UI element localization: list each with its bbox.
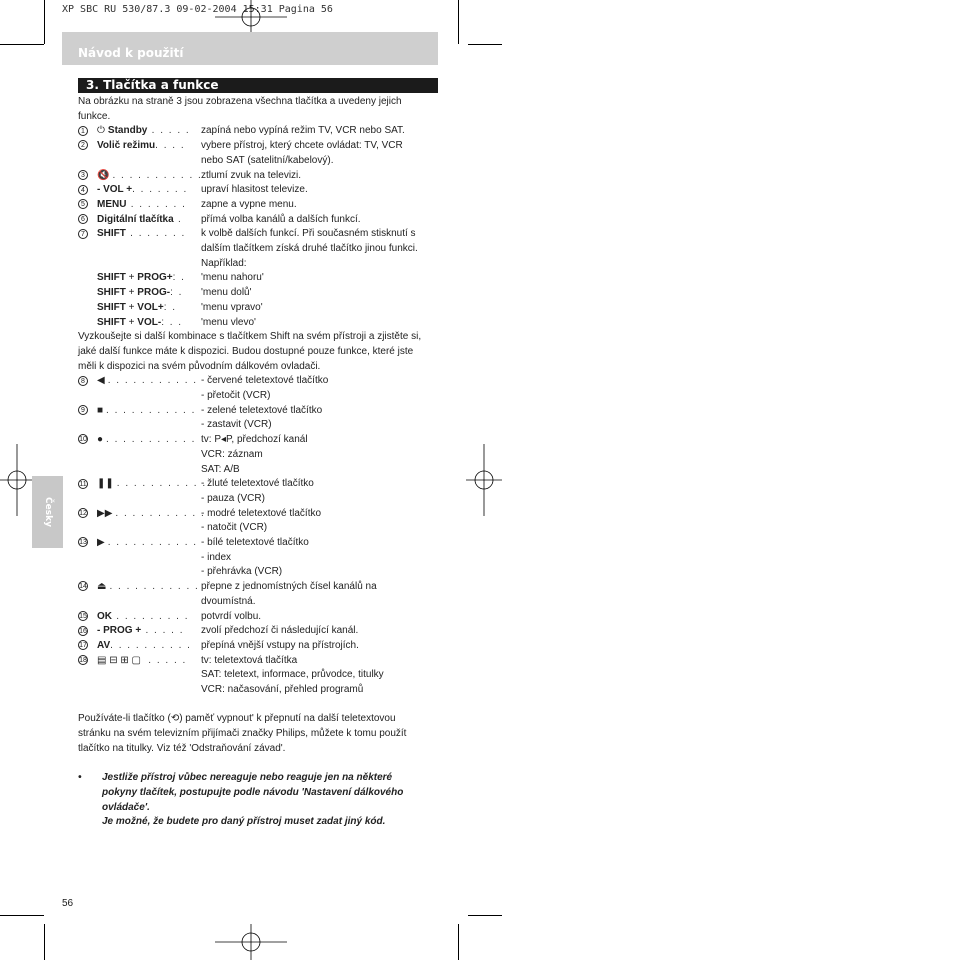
shift-combo [97, 271, 185, 286]
item-number [78, 183, 88, 198]
item-label [97, 639, 191, 654]
printer-slug: XP SBC RU 530/87.3 09-02-2004 15:31 Pagina 56 [62, 4, 333, 15]
item-description: dalším tlačítkem získá druhé tlačítko jinou funkci. [201, 243, 418, 254]
item-number [78, 198, 88, 213]
leader-dots: . . . . [155, 140, 186, 152]
item-number [78, 139, 88, 154]
memory-paragraph: Používáte-li tlačítko (⟲) paměť vypnout' k přepnutí na další teletextovou [78, 713, 396, 725]
button-name: - VOL + [97, 184, 133, 196]
intro-text: funkce. [78, 110, 111, 122]
crop-mark [458, 0, 459, 44]
item-description: zvolí předchozí či následující kanál. [201, 625, 359, 637]
item-description: - přehrávka (VCR) [201, 566, 283, 578]
item-number [78, 124, 88, 139]
item-description: - pauza (VCR) [201, 492, 265, 504]
item-description: vybere přístroj, který chcete ovládat: TV, VCR [201, 140, 403, 152]
combo-key: PROG- [137, 287, 171, 299]
combination-hint: Vyzkoušejte si další kombinace s tlačítkem Shift na svém přístroji a zjistěte si, [78, 331, 422, 343]
plus-sign: + [125, 272, 138, 284]
item-number [78, 404, 88, 419]
item-number-badge: 14 [79, 583, 87, 591]
item-number-badge: 5 [78, 199, 88, 209]
registration-mark-top [215, 0, 287, 36]
item-label [97, 507, 205, 522]
item-description: - natočit (VCR) [201, 522, 268, 534]
item-number-badge: 3 [78, 170, 88, 180]
item-number [78, 433, 88, 448]
item-label [97, 198, 186, 213]
leader-dots: . . . . . . . . . . . [112, 169, 203, 181]
button-name: Digitální tlačítka [97, 213, 174, 225]
item-number [78, 213, 88, 228]
button-icon: ▶▶ [97, 507, 113, 519]
crop-mark [0, 915, 44, 916]
item-description: upraví hlasitost televize. [201, 184, 308, 196]
note-text: Jestliže přístroj vůbec nereaguje nebo reaguje jen na některé [102, 772, 393, 784]
item-description: zapíná nebo vypíná režim TV, VCR nebo SAT. [201, 125, 405, 137]
leader-dots: . . . . . . . . . . . [109, 581, 200, 593]
shift-key: SHIFT [97, 272, 126, 284]
button-icon: ■ [97, 404, 104, 416]
item-description: přepíná vnější vstupy na přístrojích. [201, 639, 359, 651]
item-description: - bílé teletextové tlačítko [201, 537, 309, 548]
item-label [97, 124, 190, 139]
item-description: zapne a vypne menu. [201, 198, 297, 210]
note-text: pokyny tlačítek, postupujte podle návodu 'Nastavení dálkového [102, 786, 404, 798]
item-number [78, 536, 88, 551]
item-number [78, 507, 88, 522]
item-number-badge: 9 [78, 405, 88, 415]
memory-paragraph: tlačítko na titulky. Viz též 'Odstraňování závad'. [78, 742, 286, 754]
item-label [97, 183, 188, 198]
item-label [97, 169, 202, 184]
header-title: Návod k použití [78, 46, 184, 60]
item-number-badge: 8 [78, 376, 88, 386]
intro-text: Na obrázku na straně 3 jsou zobrazena všechna tlačítka a uvedeny jejich [78, 96, 402, 107]
leader-dots: . [173, 213, 183, 225]
item-description: tv: teletextová tlačítka [201, 654, 298, 666]
leader-dots: . . . . . . . . . . . [115, 507, 206, 519]
item-description: přímá volba kanálů a dalších funkcí. [201, 213, 361, 225]
item-number-badge: 11 [79, 480, 87, 488]
crop-mark [468, 44, 502, 45]
item-description: potvrdí volbu. [201, 610, 262, 622]
note-text: ovládače'. [102, 801, 150, 813]
crop-mark [0, 44, 44, 45]
shift-key: SHIFT [97, 316, 126, 328]
leader-dots: . . . . . . . . . . . [106, 404, 196, 416]
item-number [78, 654, 88, 669]
item-number [78, 610, 88, 625]
note-text: Je možné, že budete pro daný přístroj muset zadat jiný kód. [102, 816, 386, 828]
item-number [78, 639, 88, 654]
button-icon: ⏻ [97, 125, 105, 137]
button-icon: 🔇 [97, 169, 110, 181]
registration-mark-bottom [215, 924, 287, 960]
item-number [78, 477, 88, 492]
item-number-badge: 2 [78, 140, 88, 150]
shift-combo [97, 286, 183, 301]
leader-dots: . . . . . . . [125, 228, 186, 240]
combo-key: VOL+ [137, 301, 164, 313]
plus-sign: + [125, 287, 138, 299]
language-tab-label: Česky [42, 497, 53, 527]
button-name: Standby [107, 125, 148, 137]
leader-dots: : . [172, 272, 186, 284]
item-label [97, 477, 207, 492]
plus-sign: + [125, 301, 138, 313]
combination-hint: jaké další funkce máte k dispozici. Budou dostupné pouze funkce, které jste [78, 345, 414, 357]
item-description: ztlumí zvuk na televizi. [201, 169, 302, 181]
item-description: - žluté teletextové tlačítko [201, 478, 314, 490]
item-description: - červené teletextové tlačítko [201, 375, 329, 387]
leader-dots: . . . . . . . . . . . [107, 375, 198, 387]
registration-mark-left [0, 444, 36, 516]
item-number-badge: 18 [79, 656, 87, 664]
button-name: - PROG + [97, 625, 142, 637]
item-number-badge: 16 [79, 627, 87, 635]
item-description: SAT: A/B [201, 463, 240, 475]
item-label [97, 404, 196, 419]
item-description: tv: P◂P, předchozí kanál [201, 434, 308, 446]
item-description: SAT: teletext, informace, průvodce, titulky [201, 669, 384, 681]
item-description: k volbě dalších funkcí. Při současném stisknutí s [201, 228, 416, 240]
shift-combo-description: 'menu vlevo' [201, 316, 256, 328]
item-description: nebo SAT (satelitní/kabelový). [201, 154, 334, 166]
button-icon: ▶ [97, 537, 105, 548]
leader-dots: . . . . . . . . . [112, 610, 190, 622]
item-description: - zastavit (VCR) [201, 419, 272, 431]
item-label [97, 433, 196, 448]
crop-mark [468, 915, 502, 916]
leader-dots: . . . . . [147, 125, 191, 137]
item-description: - přetočit (VCR) [201, 390, 271, 401]
button-icon: ⏏ [97, 581, 107, 593]
item-label [97, 580, 199, 595]
leader-dots: . . . . . . . [132, 184, 188, 196]
item-label [97, 624, 184, 639]
item-number-badge: 1 [78, 126, 88, 136]
item-number [78, 169, 88, 184]
leader-dots: : . [170, 287, 183, 299]
item-description: VCR: načasování, přehled programů [201, 684, 364, 695]
item-number [78, 580, 88, 595]
button-name: Volič režimu [97, 140, 156, 152]
leader-dots: . . . . . . . . . . . [106, 434, 196, 446]
item-description: - index [201, 551, 232, 563]
shift-combo-description: 'menu dolů' [201, 287, 252, 299]
section-title: 3. Tlačítka a funkce [86, 78, 219, 92]
item-number [78, 227, 88, 242]
item-label [97, 227, 186, 242]
item-number-badge: 4 [78, 185, 88, 195]
button-name: AV [97, 639, 111, 651]
leader-dots: . . . . . [144, 654, 187, 666]
crop-mark [458, 924, 459, 960]
combination-hint: měli k dispozici na svém původním dálkovém ovladači. [78, 360, 321, 372]
item-number [78, 624, 88, 639]
shift-key: SHIFT [97, 301, 126, 313]
item-number-badge: 13 [79, 539, 87, 547]
item-number-badge: 7 [78, 229, 88, 239]
item-label [97, 610, 189, 625]
item-description: dvoumístná. [201, 595, 256, 607]
button-icon: ● [97, 434, 104, 446]
plus-sign: + [125, 316, 138, 328]
button-name: MENU [97, 198, 127, 210]
item-label [97, 139, 185, 154]
item-number-badge: 17 [79, 642, 87, 650]
button-icon: ❚❚ [97, 478, 114, 490]
item-description: VCR: záznam [201, 448, 263, 460]
item-description: - zelené teletextové tlačítko [201, 404, 323, 416]
item-description: - modré teletextové tlačítko [201, 507, 322, 519]
leader-dots: . . . . . . . . . . [110, 639, 192, 651]
combo-key: VOL- [137, 316, 162, 328]
crop-mark [44, 0, 45, 44]
item-number-badge: 15 [79, 612, 87, 620]
leader-dots: : . [163, 301, 177, 313]
crop-mark [44, 924, 45, 960]
shift-combo-description: 'menu nahoru' [201, 272, 264, 284]
button-name: SHIFT [97, 228, 126, 240]
item-label [97, 213, 182, 228]
note-bullet: • [78, 772, 82, 784]
registration-mark-right [466, 444, 502, 516]
item-label [97, 374, 198, 389]
item-description: Například: [201, 257, 247, 269]
item-label [97, 536, 198, 551]
combo-key: PROG+ [137, 272, 173, 284]
item-number-badge: 12 [79, 509, 87, 517]
page-number: 56 [62, 898, 74, 909]
leader-dots: . . . . . [141, 625, 184, 637]
shift-combo [97, 301, 177, 316]
leader-dots: . . . . . . . . . . . [116, 478, 207, 490]
memory-paragraph: stránku na svém televizním přijímači značky Philips, můžete k tomu použít [78, 728, 407, 740]
item-number-badge: 10 [79, 436, 87, 444]
shift-combo [97, 316, 183, 331]
leader-dots: . . . . . . . [126, 198, 187, 210]
button-name: OK [97, 610, 112, 622]
shift-combo-description: 'menu vpravo' [201, 301, 263, 313]
button-icon: ▤ ⊟ ⊞ ▢ [97, 654, 141, 666]
button-icon: ◀ [97, 375, 105, 387]
shift-key: SHIFT [97, 287, 126, 299]
item-label [97, 654, 187, 669]
item-description: přepne z jednomístných čísel kanálů na [201, 581, 377, 593]
item-number-badge: 6 [78, 214, 88, 224]
item-number [78, 374, 88, 389]
leader-dots: . . . . . . . . . . . [107, 537, 198, 548]
leader-dots: : . . [161, 316, 183, 328]
